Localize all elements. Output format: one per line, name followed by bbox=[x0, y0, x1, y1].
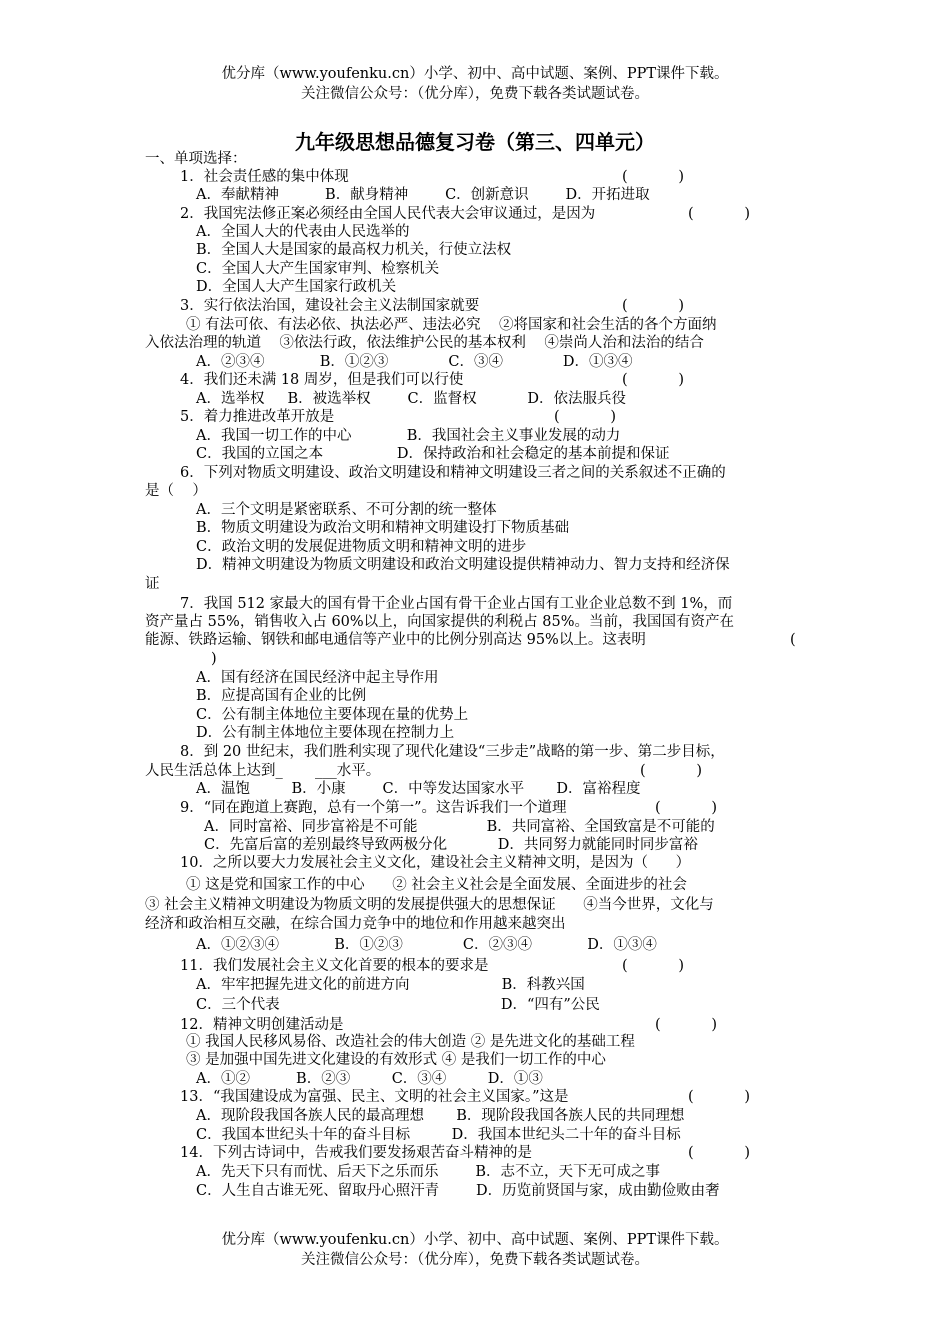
question-line: 证 bbox=[145, 576, 160, 592]
question-line: ③ 社会主义精神文明建设为物质文明的发展提供强大的思想保证 ④当今世界，文化与 bbox=[145, 897, 714, 913]
question-line: 5．着力推进改革开放是 bbox=[180, 409, 335, 425]
question-line: D．全国人大产生国家行政机关 bbox=[196, 279, 397, 295]
question-line: C．政治文明的发展促进物质文明和精神文明的进步 bbox=[196, 539, 527, 555]
question-line: A．②③④ B．①②③ C．③④ D．①③④ bbox=[196, 354, 633, 370]
question-line: C．三个代表 D．“四有”公民 bbox=[196, 997, 600, 1013]
question-line: A．全国人大的代表由人民选举的 bbox=[196, 224, 410, 240]
answer-bracket: ( ) bbox=[688, 1089, 751, 1105]
answer-bracket: ( ) bbox=[688, 206, 751, 222]
answer-bracket: ( ) bbox=[622, 298, 685, 314]
question-line: A．同时富裕、同步富裕是不可能 B．共同富裕、全国致富是不可能的 bbox=[204, 819, 715, 835]
question-line: 资产量占 55%，销售收入占 60%以上，向国家提供的利税占 85%。当前，我国国有资产在 bbox=[145, 614, 735, 630]
question-line: ) bbox=[211, 651, 217, 667]
question-line: 能源、铁路运输、钢铁和邮电通信等产业中的比例分别高达 95%以上。这表明 bbox=[145, 632, 646, 648]
question-line: A．现阶段我国各族人民的最高理想 B．现阶段我国各族人民的共同理想 bbox=[196, 1108, 685, 1124]
answer-bracket: ( ) bbox=[655, 800, 718, 816]
footer-line-1: 优分库（www.youfenku.cn）小学、初中、高中试题、案例、PPT课件下载。 bbox=[221, 1232, 729, 1248]
question-line: C．我国本世纪头十年的奋斗目标 D．我国本世纪头二十年的奋斗目标 bbox=[196, 1127, 681, 1143]
question-line: 人民生活总体上达到_ ___水平。 bbox=[145, 763, 381, 779]
answer-bracket: ( ) bbox=[554, 409, 617, 425]
question-line: A．牢牢把握先进文化的前进方向 B．科教兴国 bbox=[196, 977, 585, 993]
question-line: A．国有经济在国民经济中起主导作用 bbox=[196, 670, 439, 686]
question-line: A．①②③④ B．①②③ C．②③④ D．①③④ bbox=[196, 937, 657, 953]
answer-bracket: ( ) bbox=[655, 1017, 718, 1033]
question-line: ③ 是加强中国先进文化建设的有效形式 ④ 是我们一切工作的中心 bbox=[186, 1052, 606, 1068]
question-line: C．人生自古谁无死、留取丹心照汗青 D．历览前贤国与家，成由勤俭败由奢 bbox=[196, 1183, 720, 1199]
answer-bracket: ( bbox=[790, 632, 796, 648]
question-line: 1．社会责任感的集中体现 bbox=[180, 169, 349, 185]
question-line: A．①② B．②③ C．③④ D．①③ bbox=[196, 1071, 543, 1087]
answer-bracket: ( ) bbox=[622, 958, 685, 974]
answer-bracket: ( ) bbox=[622, 169, 685, 185]
answer-bracket: ( ) bbox=[640, 763, 703, 779]
question-line: 8．到 20 世纪末，我们胜利实现了现代化建设“三步走”战略的第一步、第二步目标， bbox=[180, 744, 725, 760]
question-line: A．奉献精神 B．献身精神 C．创新意识 D．开拓进取 bbox=[196, 187, 650, 203]
question-line: D．精神文明建设为物质文明建设和政治文明建设提供精神动力、智力支持和经济保 bbox=[196, 557, 730, 573]
question-line: C．公有制主体地位主要体现在量的优势上 bbox=[196, 707, 469, 723]
footer-line-2: 关注微信公众号：（优分库），免费下载各类试题试卷。 bbox=[301, 1252, 649, 1268]
page-header bbox=[0, 64, 950, 104]
question-line: 7．我国 512 家最大的国有骨干企业占国有骨干企业占国有工业企业总数不到 1%，而 bbox=[180, 596, 733, 612]
question-line: 4．我们还未满 18 周岁，但是我们可以行使 bbox=[180, 372, 464, 388]
answer-bracket: ( ) bbox=[622, 372, 685, 388]
question-line: 9．“同在跑道上赛跑，总有一个第一”。这告诉我们一个道理 bbox=[180, 800, 567, 816]
question-line: ① 我国人民移风易俗、改造社会的伟大创造 ② 是先进文化的基础工程 bbox=[186, 1034, 635, 1050]
question-line: 10．之所以要大力发展社会主义文化，建设社会主义精神文明，是因为（ ） bbox=[180, 855, 691, 871]
question-line: 11．我们发展社会主义文化首要的根本的要求是 bbox=[180, 958, 489, 974]
page-footer bbox=[0, 1230, 950, 1270]
question-line: A．先天下只有而忧、后天下之乐而乐 B．志不立，天下无可成之事 bbox=[196, 1164, 660, 1180]
header-line-1: 优分库（www.youfenku.cn）小学、初中、高中试题、案例、PPT课件下载。 bbox=[221, 66, 729, 82]
question-line: A．我国一切工作的中心 B．我国社会主义事业发展的动力 bbox=[196, 428, 621, 444]
header-line-2: 关注微信公众号：（优分库），免费下载各类试题试卷。 bbox=[301, 86, 649, 102]
question-line: D．公有制主体地位主要体现在控制力上 bbox=[196, 725, 455, 741]
question-line: B．应提高国有企业的比例 bbox=[196, 688, 367, 704]
question-line: C．全国人大产生国家审判、检察机关 bbox=[196, 261, 440, 277]
question-line: 是（ ） bbox=[145, 483, 207, 499]
question-line: A．温饱 B．小康 C．中等发达国家水平 D．富裕程度 bbox=[196, 781, 641, 797]
question-line: C．先富后富的差别最终导致两极分化 D．共同努力就能同时同步富裕 bbox=[204, 837, 698, 853]
answer-bracket: ( ) bbox=[688, 1145, 751, 1161]
question-line: B．物质文明建设为政治文明和精神文明建设打下物质基础 bbox=[196, 520, 570, 536]
document-title: 九年级思想品德复习卷（第三、四单元） bbox=[295, 130, 655, 154]
question-line: A．三个文明是紧密联系、不可分割的统一整体 bbox=[196, 502, 497, 518]
question-line: 2．我国宪法修正案必须经由全国人民代表大会审议通过，是因为 bbox=[180, 206, 596, 222]
section-heading: 一、单项选择： bbox=[145, 151, 247, 167]
question-line: 6．下列对物质文明建设、政治文明建设和精神文明建设三者之间的关系叙述不正确的 bbox=[180, 465, 726, 481]
question-line: 经济和政治相互交融，在综合国力竞争中的地位和作用越来越突出 bbox=[145, 916, 566, 932]
question-line: 入依法治理的轨道 ③依法行政，依法维护公民的基本权利 ④崇尚人治和法治的结合 bbox=[145, 335, 704, 351]
question-line: 14．下列古诗词中，告戒我们要发扬艰苦奋斗精神的是 bbox=[180, 1145, 532, 1161]
question-line: C．我国的立国之本 D．保持政治和社会稳定的基本前提和保证 bbox=[196, 446, 670, 462]
question-line: 12．精神文明创建活动是 bbox=[180, 1017, 344, 1033]
question-line: A．选举权 B．被选举权 C．监督权 D．依法服兵役 bbox=[196, 391, 626, 407]
question-line: B．全国人大是国家的最高权力机关，行使立法权 bbox=[196, 242, 512, 258]
question-line: ① 有法可依、有法必依、执法必严、违法必究 ②将国家和社会生活的各个方面纳 bbox=[186, 317, 717, 333]
question-line: 13．“我国建设成为富强、民主、文明的社会主义国家。”这是 bbox=[180, 1089, 569, 1105]
question-line: 3．实行依法治国，建设社会主义法制国家就要 bbox=[180, 298, 480, 314]
question-line: ① 这是党和国家工作的中心 ② 社会主义社会是全面发展、全面进步的社会 bbox=[186, 877, 687, 893]
